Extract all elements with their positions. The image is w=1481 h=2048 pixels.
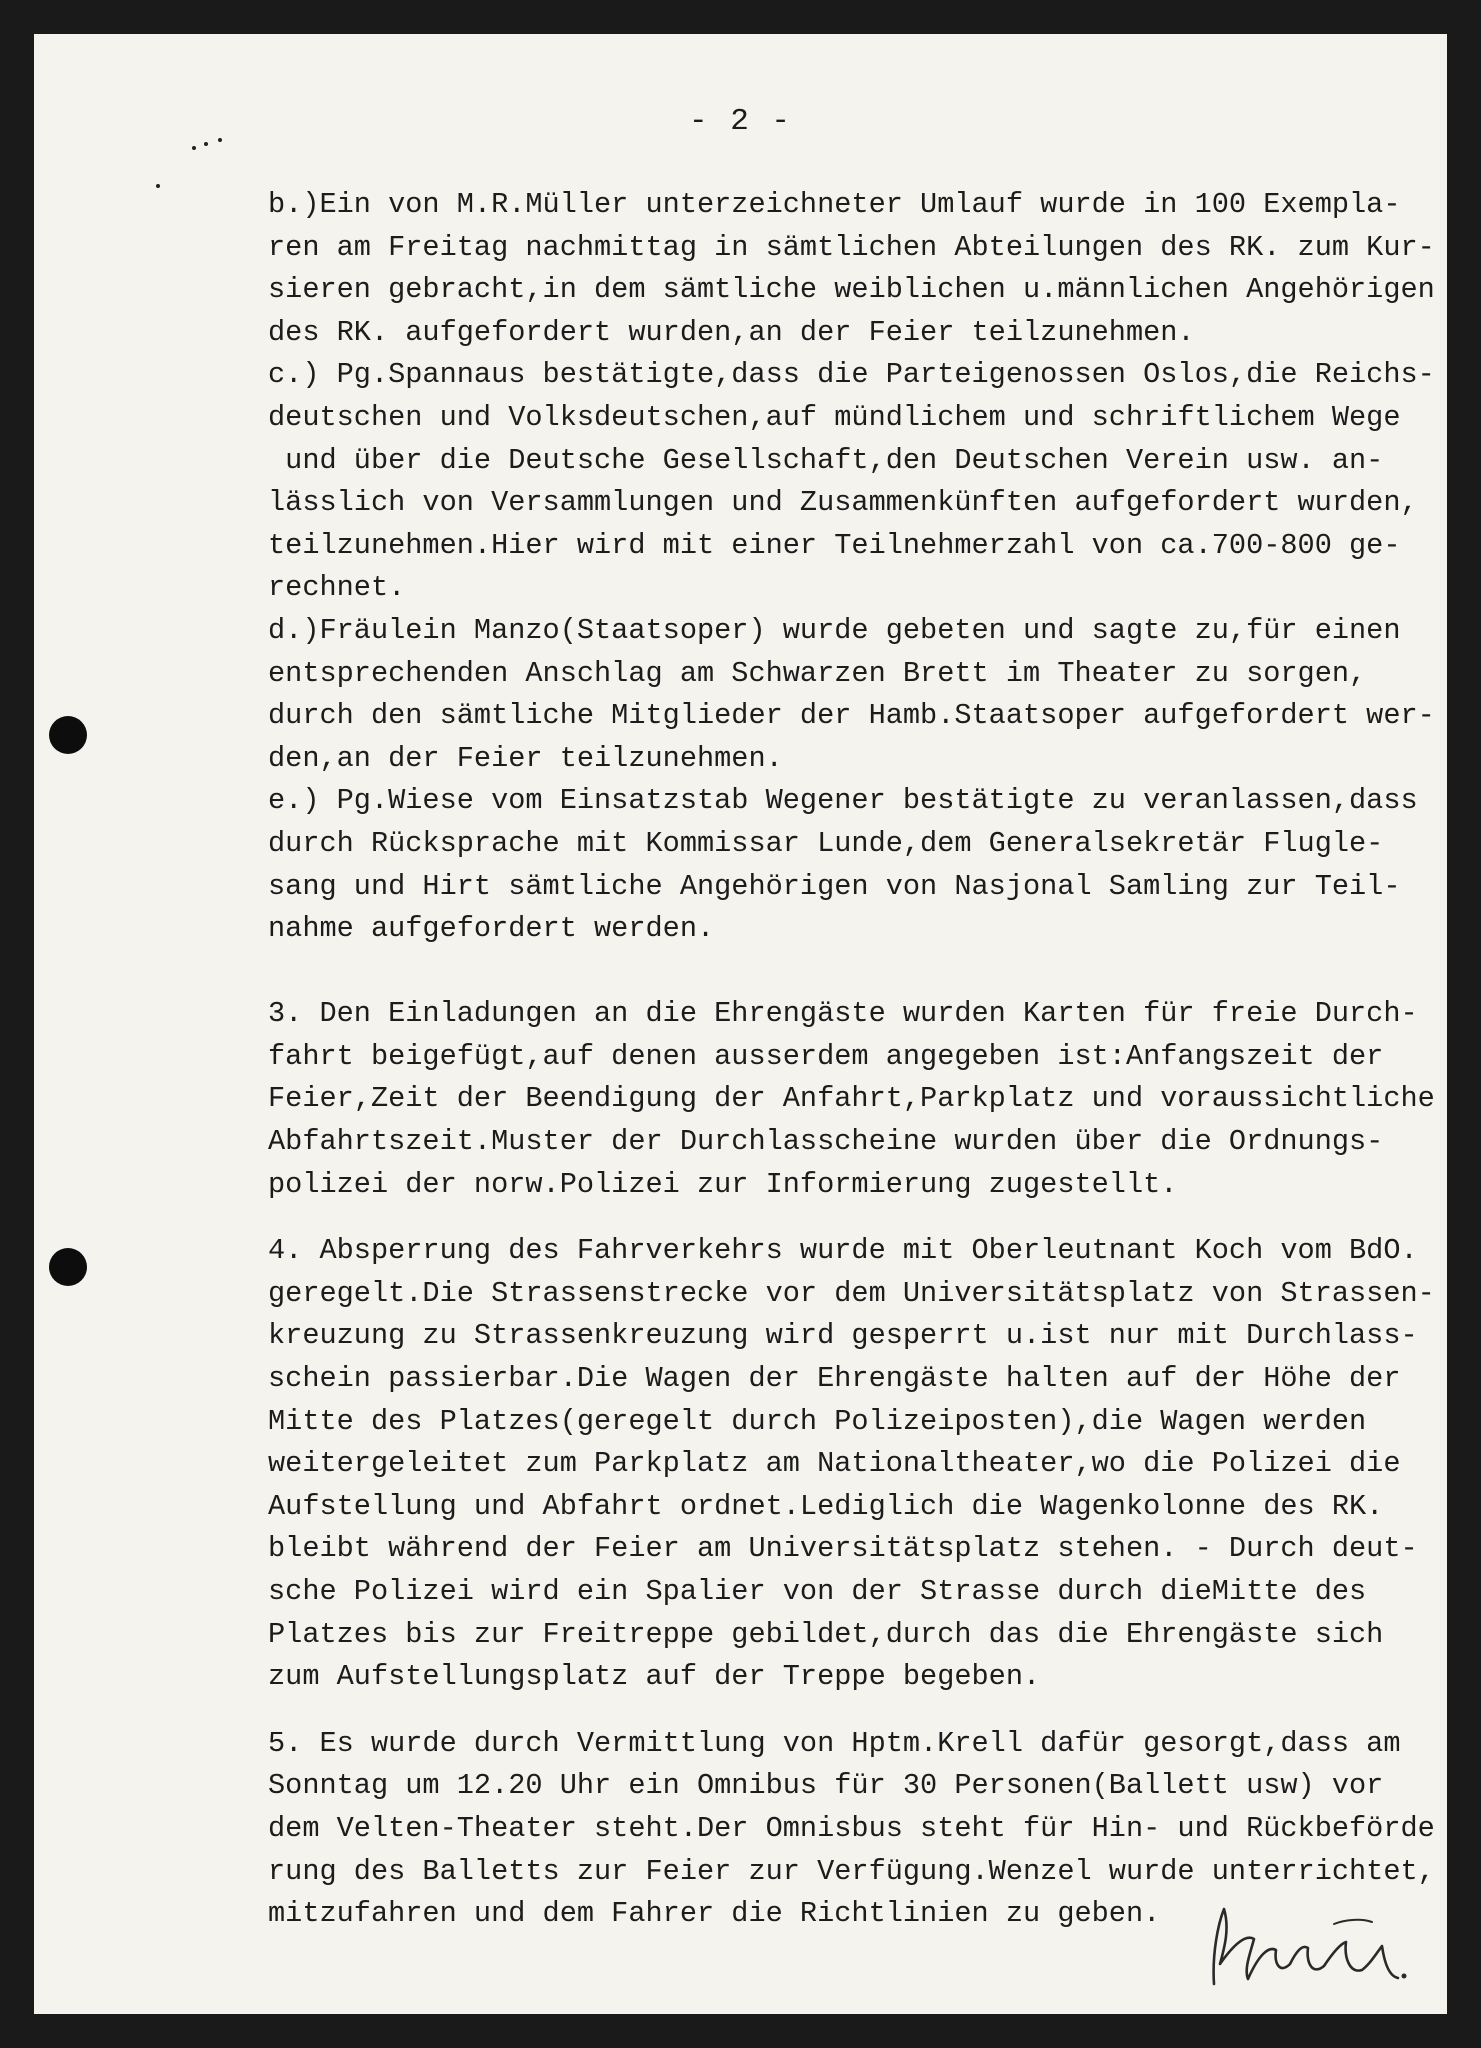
section-d [268, 610, 1447, 780]
section-3 [268, 993, 1447, 1206]
paper-specks [152, 134, 252, 194]
text-line: des RK. aufgefordert wurden,an der Feier teilzunehmen. [268, 315, 1195, 349]
text-line: Feier,Zeit der Beendigung der Anfahrt,Parkplatz und voraussichtliche [268, 1082, 1435, 1116]
text-line: geregelt.Die Strassenstrecke vor dem Universitätsplatz von Strassen- [268, 1276, 1435, 1310]
text-line: polizei der norw.Polizei zur Informierung zugestellt. [268, 1167, 1178, 1201]
text-line: weitergeleitet zum Parkplatz am Nationaltheater,wo die Polizei die [268, 1447, 1401, 1481]
text-line: durch den sämtliche Mitglieder der Hamb.Staatsoper aufgefordert wer- [268, 699, 1435, 733]
text-line: kreuzung zu Strassenkreuzung wird gesperrt u.ist nur mit Durchlass- [268, 1319, 1418, 1353]
page-number: - 2 - [688, 104, 792, 139]
text-line: rung des Balletts zur Feier zur Verfügung.Wenzel wurde unterrichtet, [268, 1854, 1435, 1888]
text-line: 4. Absperrung des Fahrverkehrs wurde mit Oberleutnant Koch vom BdO. [268, 1234, 1418, 1268]
text-line: Sonntag um 12.20 Uhr ein Omnibus für 30 Personen(Ballett usw) vor [268, 1769, 1384, 1803]
section-e [268, 780, 1447, 950]
text-line: zum Aufstellungsplatz auf der Treppe begeben. [268, 1660, 1041, 1694]
text-line: und über die Deutsche Gesellschaft,den Deutschen Verein usw. an- [268, 443, 1384, 477]
text-line: 3. Den Einladungen an die Ehrengäste wurden Karten für freie Durch- [268, 997, 1418, 1031]
text-line: entsprechenden Anschlag am Schwarzen Brett im Theater zu sorgen, [268, 656, 1367, 690]
punch-hole [49, 716, 87, 754]
section-b [268, 184, 1447, 354]
text-line: sang und Hirt sämtliche Angehörigen von Nasjonal Samling zur Teil- [268, 869, 1401, 903]
text-line: lässlich von Versammlungen und Zusammenkünften aufgefordert wurden, [268, 486, 1418, 520]
text-line: fahrt beigefügt,auf denen ausserdem angegeben ist:Anfangszeit der [268, 1039, 1384, 1073]
speck [204, 142, 208, 146]
text-line: schein passierbar.Die Wagen der Ehrengäste halten auf der Höhe der [268, 1362, 1401, 1396]
punch-hole [49, 1248, 87, 1286]
handwritten-signature [1184, 1884, 1424, 2004]
text-line: ren am Freitag nachmittag in sämtlichen Abteilungen des RK. zum Kur- [268, 230, 1435, 264]
section-c [268, 354, 1447, 610]
text-line: mitzufahren und dem Fahrer die Richtlinien zu geben. [268, 1897, 1161, 1931]
section-gap [268, 951, 1447, 994]
text-line: durch Rücksprache mit Kommissar Lunde,dem Generalsekretär Flugle- [268, 826, 1384, 860]
text-line: deutschen und Volksdeutschen,auf mündlichem und schriftlichem Wege [268, 400, 1401, 434]
document-body [268, 184, 1447, 1936]
speck [192, 146, 196, 150]
text-line: rechnet. [268, 571, 406, 605]
section-gap [268, 1699, 1447, 1723]
text-line: Platzes bis zur Freitreppe gebildet,durch das die Ehrengäste sich [268, 1617, 1384, 1651]
text-line: bleibt während der Feier am Universitätsplatz stehen. - Durch deut- [268, 1532, 1418, 1566]
section-gap [268, 1206, 1447, 1230]
text-line: sieren gebracht,in dem sämtliche weiblichen u.männlichen Angehörigen [268, 273, 1435, 307]
speck [156, 184, 160, 188]
text-line: dem Velten-Theater steht.Der Omnisbus steht für Hin- und Rückbeförde [268, 1811, 1435, 1845]
section-4 [268, 1230, 1447, 1699]
text-line: Mitte des Platzes(geregelt durch Polizeiposten),die Wagen werden [268, 1404, 1367, 1438]
text-line: e.) Pg.Wiese vom Einsatzstab Wegener bestätigte zu veranlassen,dass [268, 784, 1418, 818]
text-line: Aufstellung und Abfahrt ordnet.Lediglich die Wagenkolonne des RK. [268, 1489, 1384, 1523]
text-line: den,an der Feier teilzunehmen. [268, 741, 783, 775]
text-line: b.)Ein von M.R.Müller unterzeichneter Umlauf wurde in 100 Exempla- [268, 188, 1401, 221]
text-line: c.) Pg.Spannaus bestätigte,dass die Parteigenossen Oslos,die Reichs- [268, 358, 1435, 392]
text-line: 5. Es wurde durch Vermittlung von Hptm.Krell dafür gesorgt,dass am [268, 1726, 1401, 1760]
document-page [34, 34, 1447, 2014]
text-line: sche Polizei wird ein Spalier von der Strasse durch dieMitte des [268, 1575, 1367, 1608]
text-line: Abfahrtszeit.Muster der Durchlasscheine wurden über die Ordnungs- [268, 1125, 1384, 1159]
text-line: nahme aufgefordert werden. [268, 912, 715, 946]
text-line: d.)Fräulein Manzo(Staatsoper) wurde gebeten und sagte zu,für einen [268, 613, 1401, 647]
text-line: teilzunehmen.Hier wird mit einer Teilnehmerzahl von ca.700-800 ge- [268, 528, 1401, 562]
